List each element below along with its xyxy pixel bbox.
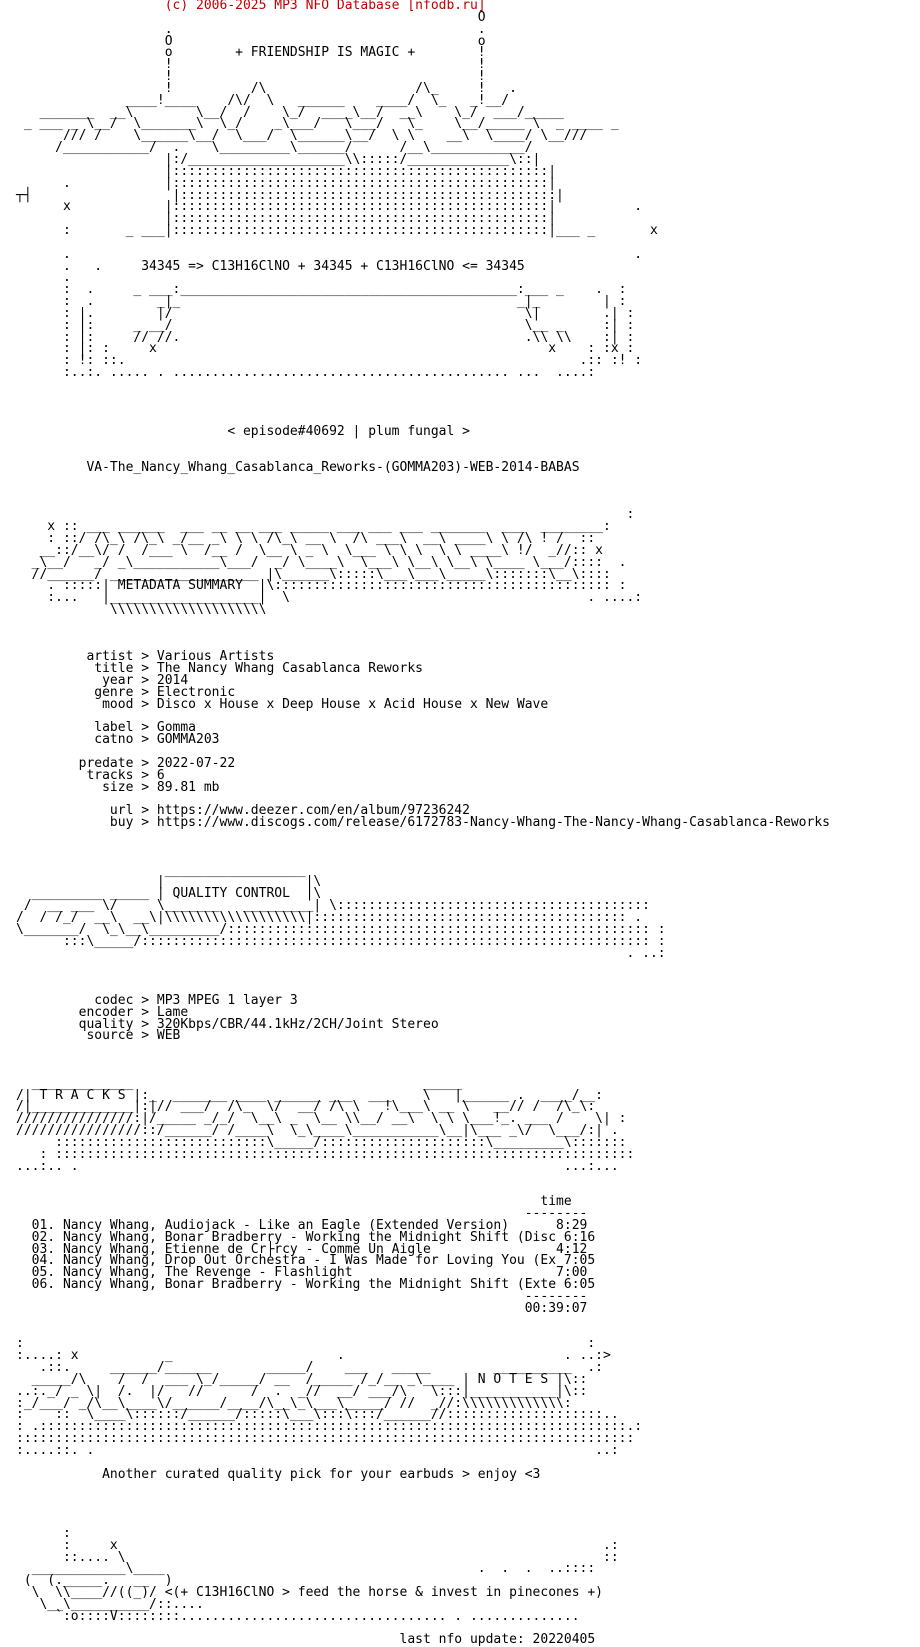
nfo-line: ! /\ /\_ ! .: [16, 80, 517, 96]
nfo-line: genre > Electronic: [16, 684, 236, 700]
nfo-line: /|_____________|:|// ___/ /\_ \/ __/ /\ \ !\___\ __ \ __// / /\_\:: [16, 1099, 596, 1115]
nfo-line: title > The Nancy Whang Casablanca Reworks: [16, 661, 423, 677]
nfo-line: _______ __\ \__/ / \_/ ____\__/ __\ \_/ ___/_____: [16, 104, 564, 120]
nfo-line: |::::::::::::::::::::::::::::::::::::::::::::::::|: [16, 163, 557, 179]
nfo-body: [16, 10, 830, 1647]
nfo-line: ...:.. . ...:...: [16, 1158, 619, 1174]
nfo-line: |:/____________________\\:::::/_____________\::|: [16, 151, 541, 167]
nfo-line: tracks > 6: [16, 767, 165, 783]
nfo-line: url > https://www.deezer.com/en/album/97236242: [16, 803, 470, 819]
nfo-line: quality > 320Kbps/CBR/44.1kHz/2CH/Joint Stereo: [16, 1016, 439, 1032]
nfo-line: : |: : x x : :x :: [16, 341, 635, 357]
nfo-line: . .: [16, 21, 486, 37]
nfo-line: 04. Nancy Whang, Drop Out Orchestra - I Was Made for Loving You (Ex 7:05: [16, 1253, 596, 1269]
nfo-line: ///////////////:|/_____ _/_/ \__\ _ \__ \\__/ __\ \ \ \___!_. ___ / \| :: [16, 1111, 627, 1127]
nfo-line: mood > Disco x House x Deep House x Acid House x New Wave: [16, 696, 549, 712]
nfo-line: \\\\\\\\\\\\\\\\\\\\: [16, 602, 267, 618]
nfo-line: . :::::| METADATA SUMMARY |\::::::::::::::::::::::::::::::::::::::::::: :: [16, 578, 627, 594]
nfo-line: :: [16, 507, 635, 523]
nfo-line: buy > https://www.discogs.com/release/6172783-Nancy-Whang-The-Nancy-Whang-Casablanca-Reworks: [16, 815, 830, 831]
nfo-line: last nfo update: 20220405: [16, 1632, 596, 1647]
nfo-line: artist > Various Artists: [16, 649, 275, 665]
nfo-text: [16, 0, 830, 1646]
nfo-line: x :: ___ ______ ___ __ __ ___ _____ ___ ___ ___ _______ ___ ________:: [16, 519, 611, 535]
nfo-line: O: [16, 9, 486, 25]
nfo-line: . |::::::::::::::::::::::::::::::::::::::::::::::::|: [16, 175, 557, 191]
nfo-line: : |. |/ \| .| :: [16, 305, 635, 321]
nfo-line: : |: _ __/ \__ _ :| :: [16, 317, 635, 333]
nfo-line: source > WEB: [16, 1028, 181, 1044]
nfo-line: : |: // //. .\\ \\ :| :: [16, 329, 635, 345]
nfo-line: \_______/ \_\__\_________/:::::::::::::::::::::::::::::::::::::::::::::::::::::: :: [16, 921, 666, 937]
nfo-line: _____________ _____: [16, 1075, 463, 1091]
nfo-line: x |::::::::::::::::::::::::::::::::::::::::::::::::| .: [16, 199, 643, 215]
nfo-line: ! !: [16, 57, 486, 73]
nfo-line: 01. Nancy Whang, Audiojack - Like an Eagle (Extended Version) 8:29: [16, 1217, 588, 1233]
nfo-line: :....::. . ..:: [16, 1442, 619, 1458]
nfo-line: : _ ___|::::::::::::::::::::::::::::::::::::::::::::::::|___ _ x: [16, 223, 658, 239]
nfo-line: 03. Nancy Whang, Etienne de Cr├rcy - Comme Un Aigle 4:12: [16, 1241, 588, 1257]
nfo-line: encoder > Lame: [16, 1004, 189, 1020]
nfo-line: ┬┤ |::::::::::::::::::::::::::::::::::::::::::::::::|: [16, 187, 564, 203]
nfo-line: ////////////////::/______/ /____\ \_\____\___________\__|\___ _\/ \___/:| .: [16, 1123, 619, 1139]
nfo-line: :....: x _ . . ..:>: [16, 1348, 611, 1364]
nfo-line: time: [16, 1194, 572, 1210]
nfo-line: | |\: [16, 874, 322, 890]
copyright-header: (c) 2006-2025 MP3 NFO Database [nfodb.ru]: [16, 0, 486, 13]
nfo-line: : x .:: [16, 1537, 619, 1553]
nfo-line: codec > MP3 MPEG 1 layer 3: [16, 992, 298, 1008]
nfo-line: size > 89.81 mb: [16, 779, 220, 795]
nfo-line: __::/__\/ / /___ \ /__ / \__ \ _ \ \___ \ \ \ \ \ ____\ !/ _//:: x: [16, 542, 603, 558]
nfo-line: Another curated quality pick for your earbuds > enjoy <3: [16, 1466, 541, 1482]
nfo-line: `:o::::V::::::::.................................. . ..............: [16, 1608, 580, 1624]
nfo-line: VA-The_Nancy_Whang_Casablanca_Reworks-(GOMMA203)-WEB-2014-BABAS: [16, 459, 580, 475]
nfo-line: : !: ::. .:: :! :: [16, 353, 643, 369]
nfo-line: 02. Nancy Whang, Bonar Bradberry - Working the Midnight Shift (Disc 6:16: [16, 1229, 596, 1245]
nfo-line: \ \\____//((_)/ <(+ C13H16ClNO > feed the horse & invest in pinecones +): [16, 1585, 603, 1601]
nfo-line: O o: [16, 33, 486, 49]
nfo-line: : ::::::::::::::::::::::::::::::::::::::::::::::::::::::::::::::::::::::::::: [16, 1146, 635, 1162]
nfo-line: year > 2014: [16, 673, 189, 689]
nfo-line: ! !: [16, 69, 486, 85]
nfo-line: --------: [16, 1288, 588, 1304]
nfo-line: : .:::::::::::::::::::::::::::::::::::::::::::::::::::::::::::::::::::::::::::.:: [16, 1419, 643, 1435]
nfo-line: label > Gomma: [16, 720, 197, 736]
nfo-line: : . _ ___:___________________________________________:___ _ . :: [16, 282, 627, 298]
nfo-line: < episode#40692 | plum fungal >: [16, 424, 470, 440]
nfo-line: :: [16, 1525, 71, 1541]
nfo-line: . . 34345 => C13H16ClNO + 34345 + C13H16ClNO <= 34345: [16, 258, 525, 274]
nfo-line: :_/___/ _/\__\____\/______/____/\__\_\___\_____/ // _//:\\\\\\\\\\\\\:: [16, 1395, 572, 1411]
nfo-line: ____________\____ . . . ..::::: [16, 1561, 596, 1577]
nfo-line: ____!____ /\/ \ ______ ____/ \_ _!__/: [16, 92, 510, 108]
nfo-line: catno > GOMMA203: [16, 732, 220, 748]
nfo-line: 00:39:07: [16, 1300, 588, 1316]
nfo-line: /___________/ . \_________\______/ /__\____________/: [16, 140, 533, 156]
nfo-line: : ::/ /\_\ /\_\ _/__ _\ \ \ /\_\ __ \ /\ ___\ __\ ____\ \ /\ ! / ::: [16, 530, 596, 546]
nfo-line: . ..:: [16, 945, 666, 961]
nfo-line: __________________: [16, 862, 306, 878]
nfo-line: :::::::::::::::::::::::::::\_____/:::::::::::::::::::::\_________\:::::::: [16, 1135, 627, 1150]
nfo-line: : :: [16, 1336, 596, 1352]
nfo-line: --------: [16, 1206, 588, 1222]
nfo-line: ..:._/ _ \| /. |/ // / . _// __/ ___/\ \:::|___________|\::: [16, 1383, 588, 1399]
nfo-line: :..:. ..... . ........................................... ... ....:: [16, 365, 596, 381]
nfo-line: .: [16, 270, 71, 286]
nfo-line: / / /_/ __\ __\|\\\\\\\\\\\\\\\\\\|:::::::::::::::::::::::::::::::::::::::: .: [16, 909, 643, 925]
nfo-line: :::\_____/::::::::::::::::::::::::::::::::::::::::::::::::::::::::::::::::: :: [16, 933, 666, 949]
nfo-line: _ ___ _ \__/ \_______\ \_/ _\___/ \___/ \_ \__/_____ \ _ ____ _: [16, 116, 619, 132]
nfo-line: predate > 2022-07-22: [16, 756, 236, 771]
nfo-line: /// / \______\__/ \___/ \______\__/ \ \ __\ \____/ \__///: [16, 128, 588, 144]
nfo-line: / __ ___ \/ \_______ _________| \::::::::::::::::::::::::::::::::::::::::: [16, 898, 650, 914]
nfo-line: . .: [16, 246, 643, 262]
nfo-line: _\__/ _/ _\___________\___/ _/ \____\ \___\ \__\ \__\ \____ \___/:::: .: [16, 554, 627, 570]
nfo-line: : :: \____\::::::/______/:::::\___\:::\:::/______//::::::::::::::::::::..: [16, 1407, 619, 1423]
nfo-line: :::::::::::::::::::::::::::::::::::::::::::::::::::::::::::::::::::::::::::::::: [16, 1431, 635, 1447]
nfo-line: _________ _____ | QUALITY CONTROL |\: [16, 886, 322, 902]
nfo-line: : . _|_ _|_ | :: [16, 294, 627, 310]
nfo-line: \__\__________/::....: [16, 1596, 204, 1612]
nfo-line: //______/ ___________________ |\______\:::::\___\___\_____\:::::::\__\::::: [16, 566, 611, 582]
nfo-line: |::::::::::::::::::::::::::::::::::::::::::::::::|: [16, 211, 557, 227]
nfo-line: o + FRIENDSHIP IS MAGIC + !: [16, 45, 486, 61]
nfo-line: .::. ______/______ _____/ ___ _____ __________ .:: [16, 1360, 603, 1376]
nfo-line: /| T R A C K S |:_ _______ ____ ______ ___ ___ \ |______ . ____/__:: [16, 1087, 603, 1103]
nfo-line: 06. Nancy Whang, Bonar Bradberry - Working the Midnight Shift (Exte 6:05: [16, 1277, 596, 1293]
nfo-line: 05. Nancy Whang, The Revenge - Flashlight 7:00: [16, 1265, 588, 1281]
nfo-line: ( (._____. __ ): [16, 1573, 173, 1589]
nfo-line: :... |___________________| \ . ....:: [16, 590, 643, 606]
nfo-line: ::.... \ ::: [16, 1549, 619, 1565]
nfo-line: _____/\ / / ___ \_/_____/ __ /_____ /_/__ _\____ | N O T E S |\::: [16, 1371, 588, 1387]
